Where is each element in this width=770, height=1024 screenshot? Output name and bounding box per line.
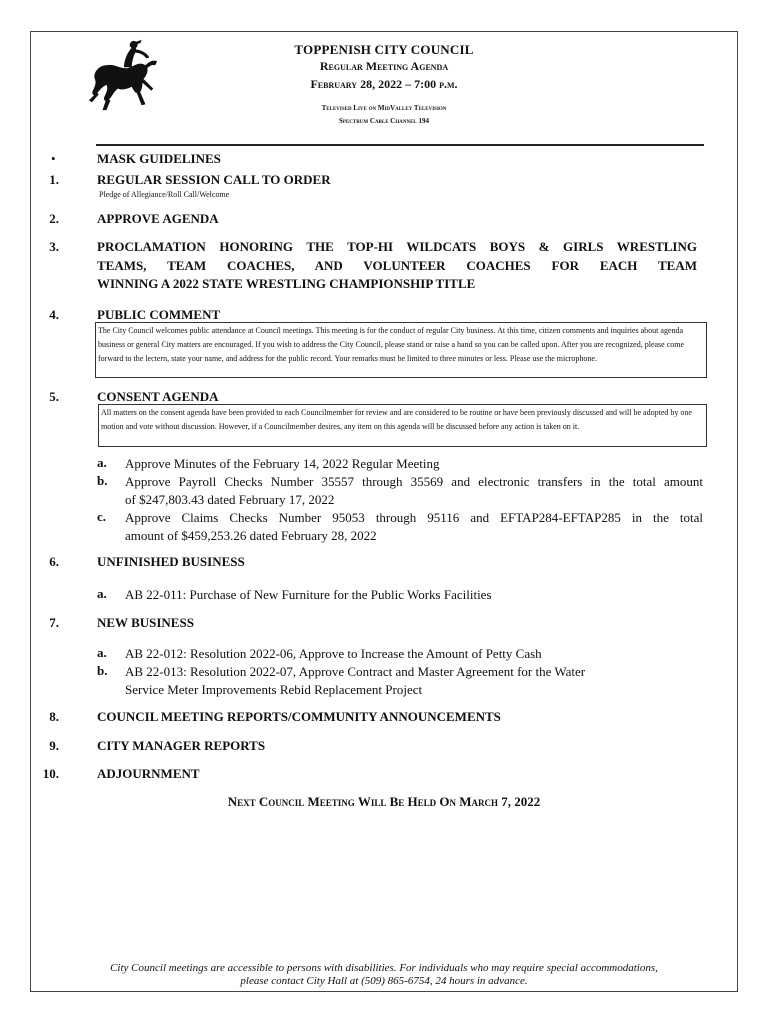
accessibility-footer-line-2: please contact City Hall at (509) 865-6754, 24 hours in advance. <box>240 975 528 987</box>
item-5b-letter: b. <box>97 473 108 488</box>
next-meeting-notice: Next Council Meeting Will Be Held On March 7, 2022 <box>227 794 541 809</box>
item-10-heading: ADJOURNMENT <box>97 766 200 781</box>
item-1-heading: REGULAR SESSION CALL TO ORDER <box>97 172 331 187</box>
council-name: TOPPENISH CITY COUNCIL <box>294 42 474 57</box>
item-9-heading: CITY MANAGER REPORTS <box>97 738 266 753</box>
item-4-heading: PUBLIC COMMENT <box>97 307 221 322</box>
item-10-number: 10. <box>42 766 59 781</box>
mask-guidelines-heading: MASK GUIDELINES <box>97 151 221 166</box>
item-8-heading: COUNCIL MEETING REPORTS/COMMUNITY ANNOUNCEMENTS <box>97 709 501 724</box>
item-9-number: 9. <box>49 738 59 753</box>
item-7a-text: AB 22-012: Resolution 2022-06, Approve to Increase the Amount of Petty Cash <box>125 646 542 661</box>
televised-note: Televised Live on MidValley Television <box>321 104 447 112</box>
item-6-heading: UNFINISHED BUSINESS <box>97 554 245 569</box>
consent-agenda-notice: All matters on the consent agenda have been provided to each Councilmember for review and are considered to be routine or have been previously discussed and will be adopted by one motion and vote without discussion. However, if a Councilmember desires, any item on this agenda will be discussed before any action is taken on it. <box>98 404 707 447</box>
bullet-icon: • <box>51 151 56 166</box>
item-3-line-2: TEAMS, TEAM COACHES, AND VOLUNTEER COACHES FOR EACH TEAM <box>97 258 697 273</box>
item-7b-line-2: Service Meter Improvements Rebid Replacement Project <box>125 682 423 697</box>
item-3-number: 3. <box>49 239 59 254</box>
public-comment-notice: The City Council welcomes public attendance at Council meetings. This meeting is for the conduct of regular City business. At this time, citizen comments and inquiries about agenda business or general City matters are encouraged. If you wish to address the City Council, please stand or raise a hand so you can be called upon. After you are recognized, please come forward to the lectern, state your name, and address for the public record. Your remarks must be limited to three minutes or less. Please use the microphone. <box>95 322 707 378</box>
item-6a-letter: a. <box>97 586 107 601</box>
header-divider <box>96 144 704 146</box>
item-5b-line-1: Approve Payroll Checks Number 35557 through 35569 and electronic transfers in the total amount <box>125 474 703 489</box>
item-6-number: 6. <box>49 554 59 569</box>
item-5-heading: CONSENT AGENDA <box>97 389 219 404</box>
item-5-number: 5. <box>49 389 59 404</box>
item-8-number: 8. <box>49 709 59 724</box>
item-1-subtext: Pledge of Allegiance/Roll Call/Welcome <box>99 190 230 199</box>
item-3-line-3: WINNING A 2022 STATE WRESTLING CHAMPIONSHIP TITLE <box>97 276 476 291</box>
item-1-number: 1. <box>49 172 59 187</box>
item-5c-letter: c. <box>97 509 107 524</box>
item-7-number: 7. <box>49 615 59 630</box>
item-4-number: 4. <box>49 307 59 322</box>
item-3-line-1: PROCLAMATION HONORING THE TOP-HI WILDCATS BOYS & GIRLS WRESTLING <box>97 239 697 254</box>
agenda-type: Regular Meeting Agenda <box>319 59 449 73</box>
accessibility-footer-line-1: City Council meetings are accessible to persons with disabilities. For individuals who may require special accommodations, <box>110 962 658 974</box>
item-6a-text: AB 22-011: Purchase of New Furniture for the Public Works Facilities <box>125 587 492 602</box>
cable-channel: Spectrum Cable Channel 194 <box>338 117 430 125</box>
item-5b-line-2: of $247,803.43 dated February 17, 2022 <box>125 492 335 507</box>
item-7b-line-1: AB 22-013: Resolution 2022-07, Approve Contract and Master Agreement for the Water <box>125 664 586 679</box>
item-2-number: 2. <box>49 211 59 226</box>
agenda-page <box>30 31 738 992</box>
item-5c-line-2: amount of $459,253.26 dated February 28, 2022 <box>125 528 377 543</box>
item-5c-line-1: Approve Claims Checks Number 95053 through 95116 and EFTAP284-EFTAP285 in the total <box>125 510 703 525</box>
item-5a-text: Approve Minutes of the February 14, 2022 Regular Meeting <box>125 456 440 471</box>
item-2-heading: APPROVE AGENDA <box>97 211 219 226</box>
item-7b-letter: b. <box>97 663 108 678</box>
item-7-heading: NEW BUSINESS <box>97 615 194 630</box>
item-5a-letter: a. <box>97 455 107 470</box>
item-7a-letter: a. <box>97 645 107 660</box>
meeting-date: February 28, 2022 – 7:00 p.m. <box>310 77 458 91</box>
